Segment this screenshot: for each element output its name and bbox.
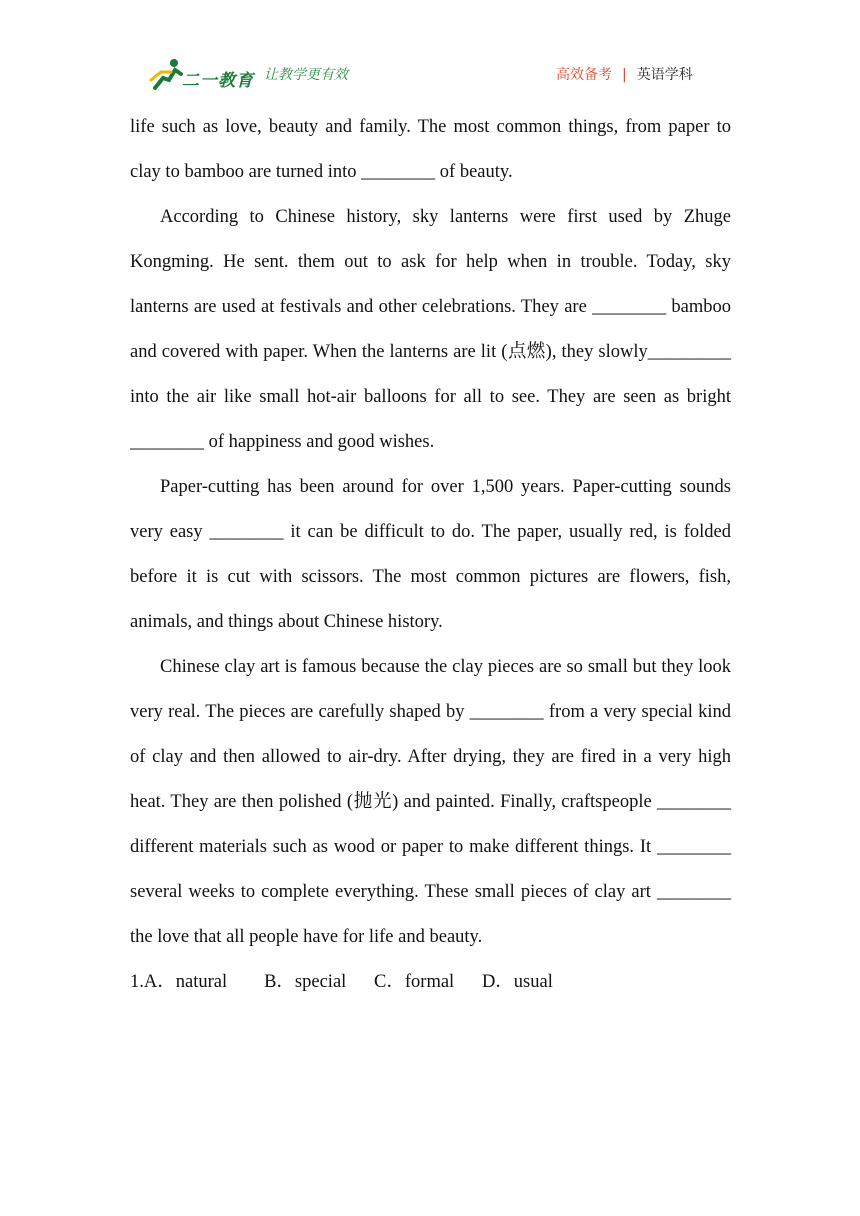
subject-tag: 英语学科 [636,67,693,83]
paragraph-paper-cutting: Paper-cutting has been around for over 1,500 years. Paper-cutting sounds very easy ________ it can be difficult to do. The paper, usually red, is folded before it is cut with scissors. The most common pictures are flowers, fish, animals, and things about Chinese history. [130,477,731,632]
question-1-options: 1.A．natural B．special C．formal D．usual [130,972,553,992]
slogan: 让教学更有效 [264,67,348,83]
tag-divider: | [622,67,627,83]
paragraph-clay-art: Chinese clay art is famous because the clay pieces are so small but they look very real. The pieces are carefully shaped by ________ from a very special kind of clay and then allowed to air-dry. After drying, they are fired in a very high heat. They are then polished (抛光) and painted. Finally, craftspeople ________ different materials such as wood or paper to make different things. It ________ several weeks to complete everything. These small pieces of clay art ________ the love that all people have for life and beauty. [130,657,731,947]
logo-text: 二一教育 [182,71,254,91]
exam-prep-tag: 高效备考 [556,67,612,83]
header-tags [556,64,693,84]
paragraph-continuation: life such as love, beauty and family. The most common things, from paper to clay to bamboo are turned into ________ of beauty. [130,117,731,182]
page-header [0,0,860,100]
paragraph-sky-lanterns: According to Chinese history, sky lanterns were first used by Zhuge Kongming. He sent. them out to ask for help when in trouble. Today, sky lanterns are used at festivals and other celebrations. They are ________ bamboo and covered with paper. When the lanterns are lit (点燃), they slowly_________ into the air like small hot-air balloons for all to see. They are seen as bright ________ of happiness and good wishes. [130,207,731,452]
document-body [130,105,731,1005]
